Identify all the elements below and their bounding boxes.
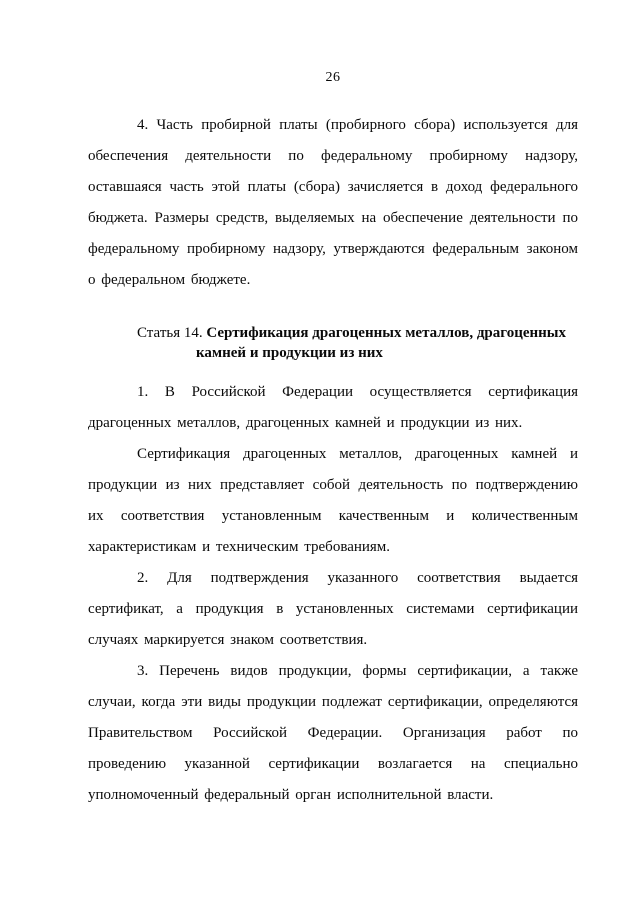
article-body bbox=[88, 377, 578, 811]
text-block bbox=[88, 70, 578, 811]
paragraph-certification-2: 2. Для подтверждения указанного соответствия выдается сертификат, а продукция в установленных системами сертификации случаях маркируется знаком соответствия. bbox=[88, 570, 578, 648]
article-title: Сертификация драгоценных металлов, драгоценных камней и продукции из них bbox=[196, 325, 566, 361]
article-14-heading bbox=[137, 323, 578, 363]
paragraph-certification-definition: Сертификация драгоценных металлов, драгоценных камней и продукции из них представляет собой деятельность по подтверждению их соответствия установленным качественным и количественным характеристикам и техническим требованиям. bbox=[88, 446, 578, 555]
paragraph-pro-bir-fee: 4. Часть пробирной платы (пробирного сбора) используется для обеспечения деятельности по федеральному пробирному надзору, оставшаяся часть этой платы (сбора) зачисляется в доход федерального бюджета. Размеры средств, выделяемых на обеспечение деятельности по федеральному пробирному надзору, утверждаются федеральным законом о федеральном бюджете. bbox=[88, 117, 578, 288]
paragraph-certification-3: 3. Перечень видов продукции, формы сертификации, а также случаи, когда эти виды продукции подлежат сертификации, определяются Правительством Российской Федерации. Организация работ по проведению указанной сертификации возлагается на специально уполномоченный федеральный орган исполнительной власти. bbox=[88, 663, 578, 803]
paragraph-certification-1: 1. В Российской Федерации осуществляется сертификация драгоценных металлов, драгоценных камней и продукции из них. bbox=[88, 384, 578, 431]
page-number: 26 bbox=[325, 70, 341, 85]
article-number-label: Статья 14. bbox=[137, 325, 203, 341]
